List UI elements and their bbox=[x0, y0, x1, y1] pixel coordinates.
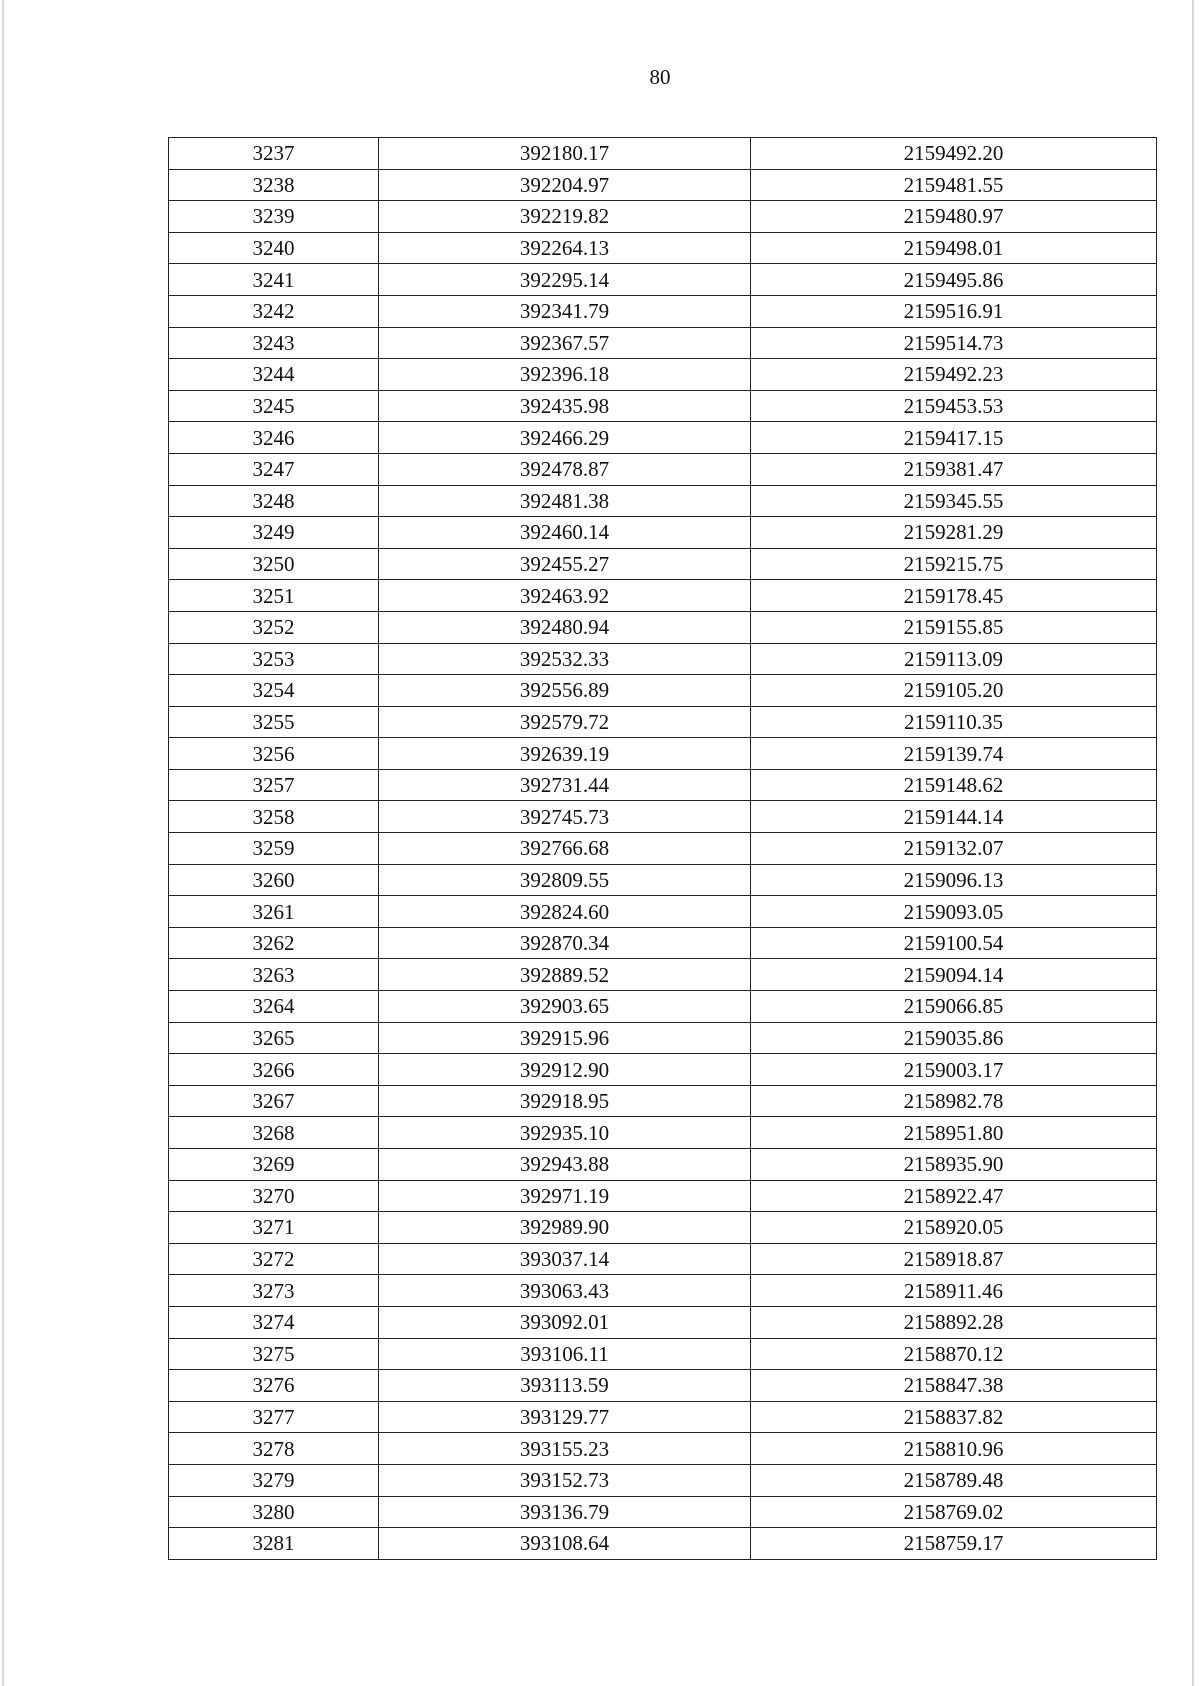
x-coordinate-cell: 392532.33 bbox=[379, 643, 751, 675]
table-row bbox=[169, 1022, 1157, 1054]
y-coordinate-cell: 2159453.53 bbox=[751, 390, 1157, 422]
y-coordinate-cell: 2159132.07 bbox=[751, 833, 1157, 865]
table-row bbox=[169, 1401, 1157, 1433]
table-row bbox=[169, 390, 1157, 422]
x-coordinate-cell: 392396.18 bbox=[379, 359, 751, 391]
point-number-cell: 3274 bbox=[169, 1306, 379, 1338]
table-row bbox=[169, 959, 1157, 991]
scan-edge-right bbox=[1192, 0, 1194, 1686]
y-coordinate-cell: 2159148.62 bbox=[751, 769, 1157, 801]
point-number-cell: 3280 bbox=[169, 1496, 379, 1528]
x-coordinate-cell: 393129.77 bbox=[379, 1401, 751, 1433]
point-number-cell: 3254 bbox=[169, 675, 379, 707]
table-row bbox=[169, 864, 1157, 896]
y-coordinate-cell: 2159096.13 bbox=[751, 864, 1157, 896]
y-coordinate-cell: 2158759.17 bbox=[751, 1528, 1157, 1560]
point-number-cell: 3279 bbox=[169, 1464, 379, 1496]
x-coordinate-cell: 393108.64 bbox=[379, 1528, 751, 1560]
table-row bbox=[169, 264, 1157, 296]
y-coordinate-cell: 2159100.54 bbox=[751, 927, 1157, 959]
table-row bbox=[169, 1496, 1157, 1528]
table-row bbox=[169, 643, 1157, 675]
table-row bbox=[169, 422, 1157, 454]
y-coordinate-cell: 2159495.86 bbox=[751, 264, 1157, 296]
y-coordinate-cell: 2159281.29 bbox=[751, 517, 1157, 549]
table-row bbox=[169, 1528, 1157, 1560]
y-coordinate-cell: 2159514.73 bbox=[751, 327, 1157, 359]
y-coordinate-cell: 2159139.74 bbox=[751, 738, 1157, 770]
x-coordinate-cell: 393113.59 bbox=[379, 1370, 751, 1402]
y-coordinate-cell: 2158920.05 bbox=[751, 1212, 1157, 1244]
y-coordinate-cell: 2159492.20 bbox=[751, 138, 1157, 170]
x-coordinate-cell: 392455.27 bbox=[379, 548, 751, 580]
x-coordinate-cell: 392463.92 bbox=[379, 580, 751, 612]
y-coordinate-cell: 2158892.28 bbox=[751, 1306, 1157, 1338]
point-number-cell: 3275 bbox=[169, 1338, 379, 1370]
table-row bbox=[169, 896, 1157, 928]
table-row bbox=[169, 580, 1157, 612]
x-coordinate-cell: 392478.87 bbox=[379, 453, 751, 485]
x-coordinate-cell: 392480.94 bbox=[379, 611, 751, 643]
scan-edge-left bbox=[2, 0, 4, 1686]
y-coordinate-cell: 2158769.02 bbox=[751, 1496, 1157, 1528]
table-row bbox=[169, 1085, 1157, 1117]
y-coordinate-cell: 2159480.97 bbox=[751, 201, 1157, 233]
table-row bbox=[169, 801, 1157, 833]
coordinate-table-body bbox=[169, 138, 1157, 1560]
table-row bbox=[169, 453, 1157, 485]
table-row bbox=[169, 675, 1157, 707]
y-coordinate-cell: 2158789.48 bbox=[751, 1464, 1157, 1496]
table-row bbox=[169, 1338, 1157, 1370]
y-coordinate-cell: 2159144.14 bbox=[751, 801, 1157, 833]
y-coordinate-cell: 2159516.91 bbox=[751, 295, 1157, 327]
x-coordinate-cell: 392943.88 bbox=[379, 1149, 751, 1181]
point-number-cell: 3262 bbox=[169, 927, 379, 959]
point-number-cell: 3266 bbox=[169, 1054, 379, 1086]
y-coordinate-cell: 2159093.05 bbox=[751, 896, 1157, 928]
point-number-cell: 3273 bbox=[169, 1275, 379, 1307]
y-coordinate-cell: 2158847.38 bbox=[751, 1370, 1157, 1402]
x-coordinate-cell: 392556.89 bbox=[379, 675, 751, 707]
table-row bbox=[169, 201, 1157, 233]
table-row bbox=[169, 1464, 1157, 1496]
point-number-cell: 3246 bbox=[169, 422, 379, 454]
table-row bbox=[169, 1243, 1157, 1275]
x-coordinate-cell: 392579.72 bbox=[379, 706, 751, 738]
table-row bbox=[169, 1433, 1157, 1465]
x-coordinate-cell: 392435.98 bbox=[379, 390, 751, 422]
point-number-cell: 3271 bbox=[169, 1212, 379, 1244]
x-coordinate-cell: 393063.43 bbox=[379, 1275, 751, 1307]
x-coordinate-cell: 393106.11 bbox=[379, 1338, 751, 1370]
x-coordinate-cell: 392180.17 bbox=[379, 138, 751, 170]
y-coordinate-cell: 2159498.01 bbox=[751, 232, 1157, 264]
point-number-cell: 3248 bbox=[169, 485, 379, 517]
x-coordinate-cell: 392639.19 bbox=[379, 738, 751, 770]
table-row bbox=[169, 927, 1157, 959]
x-coordinate-cell: 392204.97 bbox=[379, 169, 751, 201]
table-row bbox=[169, 359, 1157, 391]
y-coordinate-cell: 2159492.23 bbox=[751, 359, 1157, 391]
table-row bbox=[169, 706, 1157, 738]
point-number-cell: 3281 bbox=[169, 1528, 379, 1560]
x-coordinate-cell: 392460.14 bbox=[379, 517, 751, 549]
x-coordinate-cell: 392915.96 bbox=[379, 1022, 751, 1054]
point-number-cell: 3269 bbox=[169, 1149, 379, 1181]
y-coordinate-cell: 2159094.14 bbox=[751, 959, 1157, 991]
table-row bbox=[169, 833, 1157, 865]
x-coordinate-cell: 392731.44 bbox=[379, 769, 751, 801]
x-coordinate-cell: 392466.29 bbox=[379, 422, 751, 454]
x-coordinate-cell: 392971.19 bbox=[379, 1180, 751, 1212]
point-number-cell: 3238 bbox=[169, 169, 379, 201]
point-number-cell: 3278 bbox=[169, 1433, 379, 1465]
x-coordinate-cell: 392341.79 bbox=[379, 295, 751, 327]
y-coordinate-cell: 2159110.35 bbox=[751, 706, 1157, 738]
point-number-cell: 3240 bbox=[169, 232, 379, 264]
point-number-cell: 3261 bbox=[169, 896, 379, 928]
point-number-cell: 3250 bbox=[169, 548, 379, 580]
point-number-cell: 3260 bbox=[169, 864, 379, 896]
y-coordinate-cell: 2159381.47 bbox=[751, 453, 1157, 485]
point-number-cell: 3267 bbox=[169, 1085, 379, 1117]
point-number-cell: 3272 bbox=[169, 1243, 379, 1275]
y-coordinate-cell: 2159035.86 bbox=[751, 1022, 1157, 1054]
point-number-cell: 3270 bbox=[169, 1180, 379, 1212]
table-row bbox=[169, 611, 1157, 643]
table-row bbox=[169, 991, 1157, 1023]
point-number-cell: 3259 bbox=[169, 833, 379, 865]
x-coordinate-cell: 392295.14 bbox=[379, 264, 751, 296]
point-number-cell: 3247 bbox=[169, 453, 379, 485]
table-row bbox=[169, 169, 1157, 201]
x-coordinate-cell: 393136.79 bbox=[379, 1496, 751, 1528]
point-number-cell: 3237 bbox=[169, 138, 379, 170]
x-coordinate-cell: 392745.73 bbox=[379, 801, 751, 833]
table-row bbox=[169, 1180, 1157, 1212]
table-row bbox=[169, 295, 1157, 327]
point-number-cell: 3244 bbox=[169, 359, 379, 391]
point-number-cell: 3268 bbox=[169, 1117, 379, 1149]
y-coordinate-cell: 2159003.17 bbox=[751, 1054, 1157, 1086]
x-coordinate-cell: 392809.55 bbox=[379, 864, 751, 896]
x-coordinate-cell: 393037.14 bbox=[379, 1243, 751, 1275]
y-coordinate-cell: 2158870.12 bbox=[751, 1338, 1157, 1370]
y-coordinate-cell: 2158810.96 bbox=[751, 1433, 1157, 1465]
point-number-cell: 3258 bbox=[169, 801, 379, 833]
y-coordinate-cell: 2158951.80 bbox=[751, 1117, 1157, 1149]
y-coordinate-cell: 2159178.45 bbox=[751, 580, 1157, 612]
page-number: 80 bbox=[649, 65, 671, 89]
point-number-cell: 3253 bbox=[169, 643, 379, 675]
x-coordinate-cell: 392918.95 bbox=[379, 1085, 751, 1117]
y-coordinate-cell: 2158922.47 bbox=[751, 1180, 1157, 1212]
point-number-cell: 3256 bbox=[169, 738, 379, 770]
table-row bbox=[169, 138, 1157, 170]
y-coordinate-cell: 2159417.15 bbox=[751, 422, 1157, 454]
point-number-cell: 3263 bbox=[169, 959, 379, 991]
y-coordinate-cell: 2159155.85 bbox=[751, 611, 1157, 643]
table-row bbox=[169, 1306, 1157, 1338]
table-row bbox=[169, 1275, 1157, 1307]
point-number-cell: 3239 bbox=[169, 201, 379, 233]
x-coordinate-cell: 392870.34 bbox=[379, 927, 751, 959]
y-coordinate-cell: 2159345.55 bbox=[751, 485, 1157, 517]
point-number-cell: 3277 bbox=[169, 1401, 379, 1433]
table-row bbox=[169, 1370, 1157, 1402]
x-coordinate-cell: 393152.73 bbox=[379, 1464, 751, 1496]
x-coordinate-cell: 392824.60 bbox=[379, 896, 751, 928]
table-row bbox=[169, 485, 1157, 517]
y-coordinate-cell: 2158918.87 bbox=[751, 1243, 1157, 1275]
point-number-cell: 3242 bbox=[169, 295, 379, 327]
x-coordinate-cell: 392219.82 bbox=[379, 201, 751, 233]
point-number-cell: 3251 bbox=[169, 580, 379, 612]
point-number-cell: 3245 bbox=[169, 390, 379, 422]
point-number-cell: 3252 bbox=[169, 611, 379, 643]
table-row bbox=[169, 1117, 1157, 1149]
point-number-cell: 3249 bbox=[169, 517, 379, 549]
point-number-cell: 3241 bbox=[169, 264, 379, 296]
x-coordinate-cell: 393092.01 bbox=[379, 1306, 751, 1338]
x-coordinate-cell: 392903.65 bbox=[379, 991, 751, 1023]
x-coordinate-cell: 392989.90 bbox=[379, 1212, 751, 1244]
point-number-cell: 3264 bbox=[169, 991, 379, 1023]
table-row bbox=[169, 517, 1157, 549]
y-coordinate-cell: 2158935.90 bbox=[751, 1149, 1157, 1181]
x-coordinate-cell: 392889.52 bbox=[379, 959, 751, 991]
table-row bbox=[169, 327, 1157, 359]
table-row bbox=[169, 548, 1157, 580]
table-row bbox=[169, 769, 1157, 801]
y-coordinate-cell: 2159113.09 bbox=[751, 643, 1157, 675]
table-row bbox=[169, 232, 1157, 264]
y-coordinate-cell: 2159215.75 bbox=[751, 548, 1157, 580]
y-coordinate-cell: 2159481.55 bbox=[751, 169, 1157, 201]
y-coordinate-cell: 2159066.85 bbox=[751, 991, 1157, 1023]
point-number-cell: 3255 bbox=[169, 706, 379, 738]
y-coordinate-cell: 2158982.78 bbox=[751, 1085, 1157, 1117]
coordinate-table bbox=[168, 137, 1157, 1560]
x-coordinate-cell: 393155.23 bbox=[379, 1433, 751, 1465]
point-number-cell: 3265 bbox=[169, 1022, 379, 1054]
x-coordinate-cell: 392367.57 bbox=[379, 327, 751, 359]
y-coordinate-cell: 2159105.20 bbox=[751, 675, 1157, 707]
y-coordinate-cell: 2158911.46 bbox=[751, 1275, 1157, 1307]
table-row bbox=[169, 1054, 1157, 1086]
x-coordinate-cell: 392935.10 bbox=[379, 1117, 751, 1149]
point-number-cell: 3276 bbox=[169, 1370, 379, 1402]
x-coordinate-cell: 392766.68 bbox=[379, 833, 751, 865]
y-coordinate-cell: 2158837.82 bbox=[751, 1401, 1157, 1433]
point-number-cell: 3257 bbox=[169, 769, 379, 801]
table-row bbox=[169, 1212, 1157, 1244]
point-number-cell: 3243 bbox=[169, 327, 379, 359]
x-coordinate-cell: 392481.38 bbox=[379, 485, 751, 517]
x-coordinate-cell: 392264.13 bbox=[379, 232, 751, 264]
x-coordinate-cell: 392912.90 bbox=[379, 1054, 751, 1086]
table-row bbox=[169, 1149, 1157, 1181]
table-row bbox=[169, 738, 1157, 770]
